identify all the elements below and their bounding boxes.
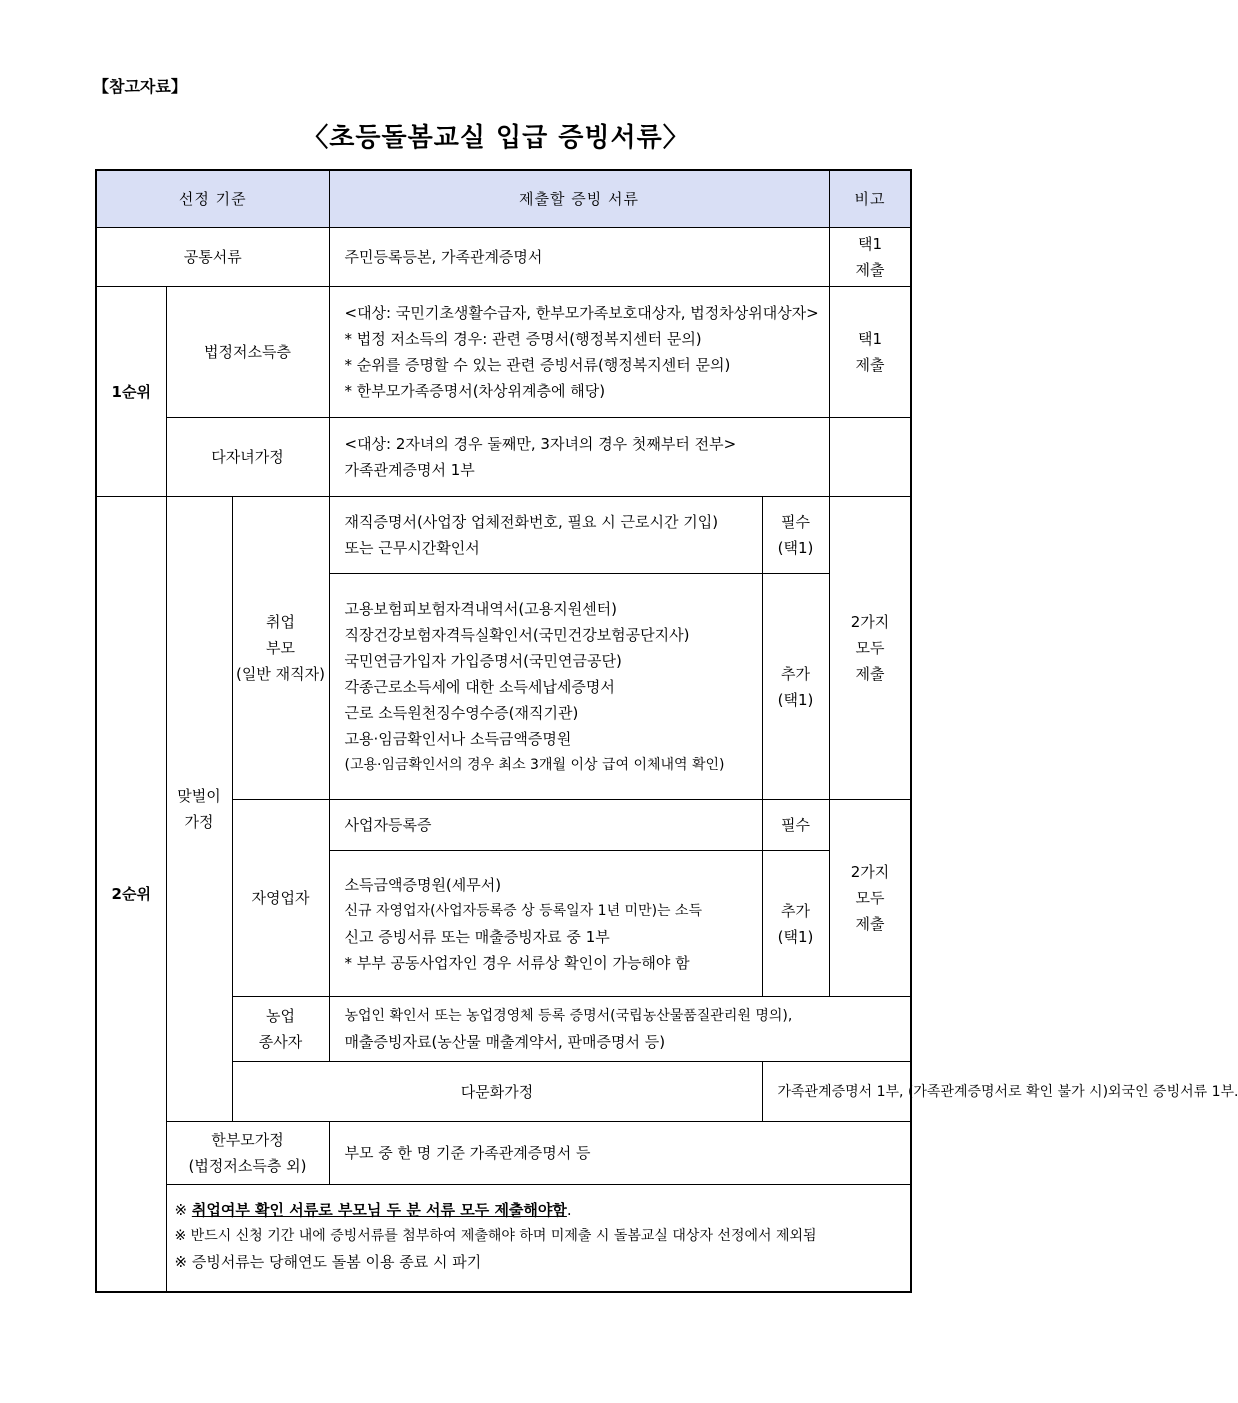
note-2: ※ 반드시 신청 기간 내에 증빙서류를 첨부하여 제출해야 하며 미제출 시 돌봄교실 대상자 선정에서 제외됨 (174, 1228, 817, 1244)
header-documents: 제출할 증빙 서류 (329, 170, 829, 228)
note-3: ※ 증빙서류는 당해연도 돌봄 이용 종료 시 파기 (174, 1253, 482, 1271)
common-label: 공통서류 (96, 228, 329, 287)
tag-line: 추가 (781, 901, 810, 920)
tag-line: (택1) (777, 690, 814, 709)
tag-line: (택1) (777, 927, 814, 946)
remark-line: 2가지 (850, 613, 890, 631)
self-employed-required-docs: 사업자등록증 (329, 800, 762, 851)
remark-line: 2가지 (850, 863, 890, 881)
note-1-suffix: . (566, 1201, 572, 1219)
doc-line: 신규 자영업자(사업자등록증 상 등록일자 1년 미만)는 소득 (344, 902, 703, 919)
single-parent-label-line: 한부모가정 (211, 1131, 284, 1149)
reference-label: 【참고자료】 (93, 77, 187, 96)
doc-line: (고용·임금확인서의 경우 최소 3개월 이상 급여 이체내역 확인) (344, 756, 725, 773)
doc-line: 고용보험피보험자격내역서(고용지원센터) (344, 599, 618, 618)
doc-line: 근로 소득원천징수영수증(재직기관) (344, 703, 579, 722)
doc-line: * 법정 저소득의 경우: 관련 증명서(행정복지센터 문의) (344, 330, 702, 348)
low-income-docs (329, 287, 829, 418)
remark-line: 모두 (855, 639, 885, 657)
employed-required-docs (329, 497, 762, 574)
self-employed-remark (829, 800, 911, 997)
tag-line: 추가 (781, 664, 810, 683)
header-criteria: 선정 기준 (96, 170, 329, 228)
table-row-common (96, 228, 911, 287)
notes-cell (166, 1185, 911, 1293)
doc-line: * 순위를 증명할 수 있는 관련 증빙서류(행정복지센터 문의) (344, 356, 731, 374)
multi-child-docs (329, 418, 829, 497)
doc-line: 소득금액증명원(세무서) (344, 875, 502, 894)
self-employed-required-tag: 필수 (762, 800, 829, 851)
common-remark-line: 제출 (855, 261, 885, 279)
doc-line: 직장건강보험자격득실확인서(국민건강보험공단지사) (344, 625, 690, 644)
doc-line: 또는 근무시간확인서 (344, 539, 480, 557)
farmer-label-line: 농업 (266, 1007, 295, 1025)
tag-line: 필수 (781, 513, 810, 531)
farmer-label-line: 종사자 (258, 1033, 303, 1051)
multi-child-remark-empty (829, 418, 911, 497)
multicultural-label: 다문화가정 (232, 1062, 762, 1122)
single-parent-label-line: (법정저소득층 외) (188, 1157, 307, 1175)
employed-additional-docs (329, 574, 762, 800)
doc-line: 매출증빙자료(농산물 매출계약서, 판매증명서 등) (344, 1033, 666, 1051)
remark-line: 모두 (855, 889, 885, 907)
document-title: 〈초등돌봄교실 입급 증빙서류〉 (302, 123, 690, 153)
dual-income-line: 맞벌이 (177, 787, 221, 805)
tag-line: (택1) (777, 539, 814, 557)
evidence-documents-table (95, 169, 1238, 1293)
doc-line: 각종근로소득세에 대한 소득세납세증명서 (344, 677, 615, 696)
doc-line: 국민연금가입자 가입증명서(국민연금공단) (344, 651, 622, 670)
doc-line: 신고 증빙서류 또는 매출증빙자료 중 1부 (344, 927, 610, 946)
single-parent-docs: 부모 중 한 명 기준 가족관계증명서 등 (329, 1122, 911, 1185)
doc-line: <대상: 2자녀의 경우 둘째만, 3자녀의 경우 첫째부터 전부> (344, 435, 737, 453)
employed-label-line: 부모 (266, 639, 295, 657)
table-row-multi-child (96, 418, 911, 497)
employed-required-tag (762, 497, 829, 574)
header-remarks: 비고 (829, 170, 911, 228)
employed-additional-tag (762, 574, 829, 800)
table-row-employed-required (96, 497, 911, 574)
doc-line: 가족관계증명서 1부 (344, 461, 475, 479)
employed-remark (829, 497, 911, 800)
self-employed-additional-tag (762, 851, 829, 997)
common-remark-line: 택1 (857, 235, 883, 253)
multi-child-label: 다자녀가정 (166, 418, 329, 497)
table-row-low-income (96, 287, 911, 418)
employed-label-line: (일반 재직자) (236, 665, 325, 683)
farmer-label (232, 997, 329, 1062)
doc-line: 고용·임금확인서나 소득금액증명원 (344, 729, 572, 748)
note-1 (175, 1197, 903, 1223)
priority1-label: 1순위 (96, 287, 166, 497)
self-employed-label: 자영업자 (232, 800, 329, 997)
common-remark (829, 228, 911, 287)
note-1-text: 취업여부 확인 서류로 부모님 두 분 서류 모두 제출해야함 (191, 1201, 567, 1219)
doc-line: * 한부모가족증명서(차상위계층에 해당) (344, 382, 606, 400)
low-income-remark (829, 287, 911, 418)
single-parent-label (166, 1122, 329, 1185)
remark-line: 제출 (855, 356, 885, 374)
doc-line: <대상: 국민기초생활수급자, 한부모가족보호대상자, 법정차상위대상자> (344, 304, 819, 322)
doc-line: * 부부 공동사업자인 경우 서류상 확인이 가능해야 함 (344, 953, 690, 972)
remark-line: 제출 (855, 915, 885, 933)
self-employed-additional-docs (329, 851, 762, 997)
dual-income-label (166, 497, 232, 1122)
table-row-single-parent (96, 1122, 911, 1185)
remark-line: 제출 (855, 665, 885, 683)
remark-line: 택1 (857, 330, 883, 348)
multicultural-docs: 가족관계증명서 1부, (가족관계증명서로 확인 불가 시)외국인 증빙서류 1부. (762, 1062, 911, 1122)
common-docs: 주민등록등본, 가족관계증명서 (329, 228, 829, 287)
employed-label (232, 497, 329, 800)
note-1-prefix: ※ (174, 1201, 192, 1219)
farmer-docs (329, 997, 911, 1062)
priority2-label: 2순위 (96, 497, 166, 1293)
doc-line: 재직증명서(사업장 업체전화번호, 필요 시 근로시간 기입) (344, 513, 719, 531)
doc-line: 농업인 확인서 또는 농업경영체 등록 증명서(국립농산물품질관리원 명의), (344, 1008, 793, 1024)
employed-label-line: 취업 (266, 613, 295, 631)
low-income-label: 법정저소득층 (166, 287, 329, 418)
dual-income-line: 가정 (184, 813, 214, 831)
table-row-notes (96, 1185, 911, 1293)
table-header-row (96, 170, 911, 228)
